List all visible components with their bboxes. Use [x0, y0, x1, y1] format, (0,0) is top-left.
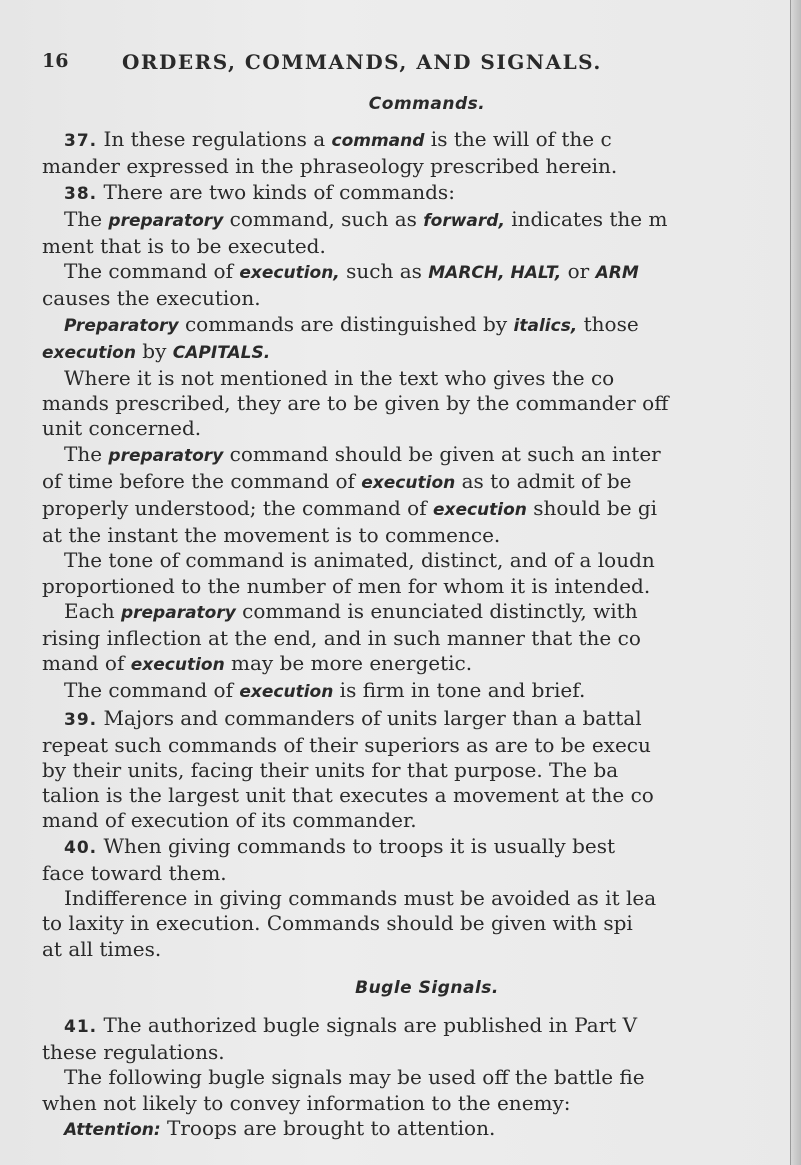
prep-given-line-4: at the instant the movement is to commence. — [42, 523, 501, 548]
paragraph-number: 37. — [64, 131, 98, 152]
distinguish-line-1 — [42, 312, 772, 339]
italic-term: command — [331, 131, 425, 152]
where-line-1: Where it is not mentioned in the text who gives the co — [64, 366, 615, 391]
paragraph-number: 40. — [64, 837, 98, 858]
text: commands are distinguished by — [178, 311, 514, 336]
italic-term: italics, — [513, 315, 578, 336]
italic-term: preparatory — [120, 602, 236, 623]
indifference-line-3: at all times. — [42, 936, 162, 961]
paragraph-39-line-1 — [42, 706, 772, 733]
text: may be more energetic. — [224, 651, 473, 676]
text: such as — [339, 259, 429, 284]
italic-term: Preparatory — [64, 315, 179, 336]
text: those — [577, 311, 639, 336]
distinguish-line-2 — [42, 339, 772, 366]
execution-definition-line-2: causes the execution. — [42, 286, 261, 311]
paragraph-39-line-4: talion is the largest unit that executes a movement at the co — [42, 783, 654, 808]
text: properly understood; the command of — [42, 496, 433, 521]
text: command should be given at such an inter — [223, 441, 661, 466]
italic-term: execution — [239, 682, 334, 703]
text: of time before the command of — [42, 468, 362, 493]
text: command is enunciated distinctly, with — [235, 598, 638, 623]
text: by — [135, 338, 173, 363]
text: Each — [64, 598, 121, 623]
text: as to admit of be — [455, 468, 632, 493]
text: Majors and commanders of units larger than a battal — [103, 705, 642, 730]
where-line-3: unit concerned. — [42, 416, 202, 441]
text: In these regulations a — [103, 127, 332, 152]
each-line-3 — [42, 651, 772, 678]
section-heading-commands: Commands. — [368, 94, 486, 114]
paragraph-37-line-2: mander expressed in the phraseology prescribed herein. — [42, 154, 618, 179]
text: The — [64, 441, 109, 466]
text: should be gi — [526, 496, 658, 521]
text: The command of — [64, 259, 240, 284]
text: There are two kinds of commands: — [103, 179, 455, 204]
tone-line-2: proportioned to the number of men for whom it is intended. — [42, 573, 651, 598]
italic-term: CAPITALS. — [172, 342, 271, 363]
prep-given-line-2 — [42, 469, 772, 496]
paragraph-38-line-1 — [42, 180, 772, 207]
text: mand of — [42, 651, 131, 676]
firm-line-1 — [42, 678, 772, 705]
indifference-line-1: Indifference in giving commands must be avoided as it lea — [64, 886, 657, 911]
each-line-2: rising inflection at the end, and in such manner that the co — [42, 626, 641, 651]
text: The authorized bugle signals are published in Part V — [103, 1012, 638, 1037]
paragraph-41-line-2: these regulations. — [42, 1040, 225, 1065]
italic-term: execution — [130, 655, 225, 676]
paragraph-39-line-5: mand of execution of its commander. — [42, 808, 417, 833]
paragraph-number: 39. — [64, 709, 98, 730]
text: or — [561, 259, 596, 284]
text: command, such as — [223, 206, 424, 231]
page-number: 16 — [42, 50, 69, 72]
text: The — [64, 206, 109, 231]
tone-line-1: The tone of command is animated, distinct, and of a loudn — [64, 548, 655, 573]
prep-given-line-1 — [42, 442, 772, 469]
text: When giving commands to troops it is usually best — [103, 833, 616, 858]
text: Troops are brought to attention. — [160, 1115, 496, 1140]
text: is the will of the c — [424, 127, 612, 152]
italic-term: execution — [42, 342, 136, 363]
page-body — [42, 92, 772, 1143]
following-line-1: The following bugle signals may be used off the battle fie — [64, 1065, 645, 1090]
paragraph-39-line-2: repeat such commands of their superiors as are to be execu — [42, 732, 651, 757]
page-binding-edge — [790, 0, 801, 1165]
page-header — [42, 50, 762, 80]
italic-term: ARM — [595, 263, 639, 284]
italic-term: execution, — [239, 263, 340, 284]
text: is firm in tone and brief. — [333, 678, 586, 703]
italic-term: preparatory — [108, 445, 224, 466]
paragraph-number: 41. — [64, 1016, 98, 1037]
where-line-2: mands prescribed, they are to be given by the commander off — [42, 391, 669, 416]
paragraph-39-line-3: by their units, facing their units for that purpose. The ba — [42, 758, 619, 783]
preparatory-definition-line-1 — [42, 207, 772, 234]
attention-line — [42, 1116, 772, 1143]
execution-definition-line-1 — [42, 259, 772, 286]
italic-term: execution — [361, 472, 456, 493]
italic-term: forward, — [423, 210, 505, 231]
paragraph-37-line-1 — [42, 127, 772, 154]
text: The command of — [64, 678, 240, 703]
paragraph-number: 38. — [64, 183, 98, 204]
section-heading-bugle-signals: Bugle Signals. — [355, 977, 499, 998]
italic-term: preparatory — [108, 210, 224, 231]
italic-term: execution — [432, 500, 527, 521]
italic-term: MARCH, HALT, — [428, 263, 562, 284]
italic-term: Attention: — [64, 1119, 161, 1140]
following-line-2: when not likely to convey information to the enemy: — [42, 1090, 571, 1115]
each-line-1 — [42, 599, 772, 626]
paragraph-40-line-2: face toward them. — [42, 860, 227, 885]
paragraph-41-line-1 — [42, 1013, 772, 1040]
indifference-line-2: to laxity in execution. Commands should be given with spi — [42, 911, 633, 936]
text: indicates the m — [504, 206, 668, 231]
paragraph-40-line-1 — [42, 834, 772, 861]
prep-given-line-3 — [42, 496, 772, 523]
running-title: ORDERS, COMMANDS, AND SIGNALS. — [122, 50, 602, 74]
preparatory-definition-line-2: ment that is to be executed. — [42, 234, 326, 259]
